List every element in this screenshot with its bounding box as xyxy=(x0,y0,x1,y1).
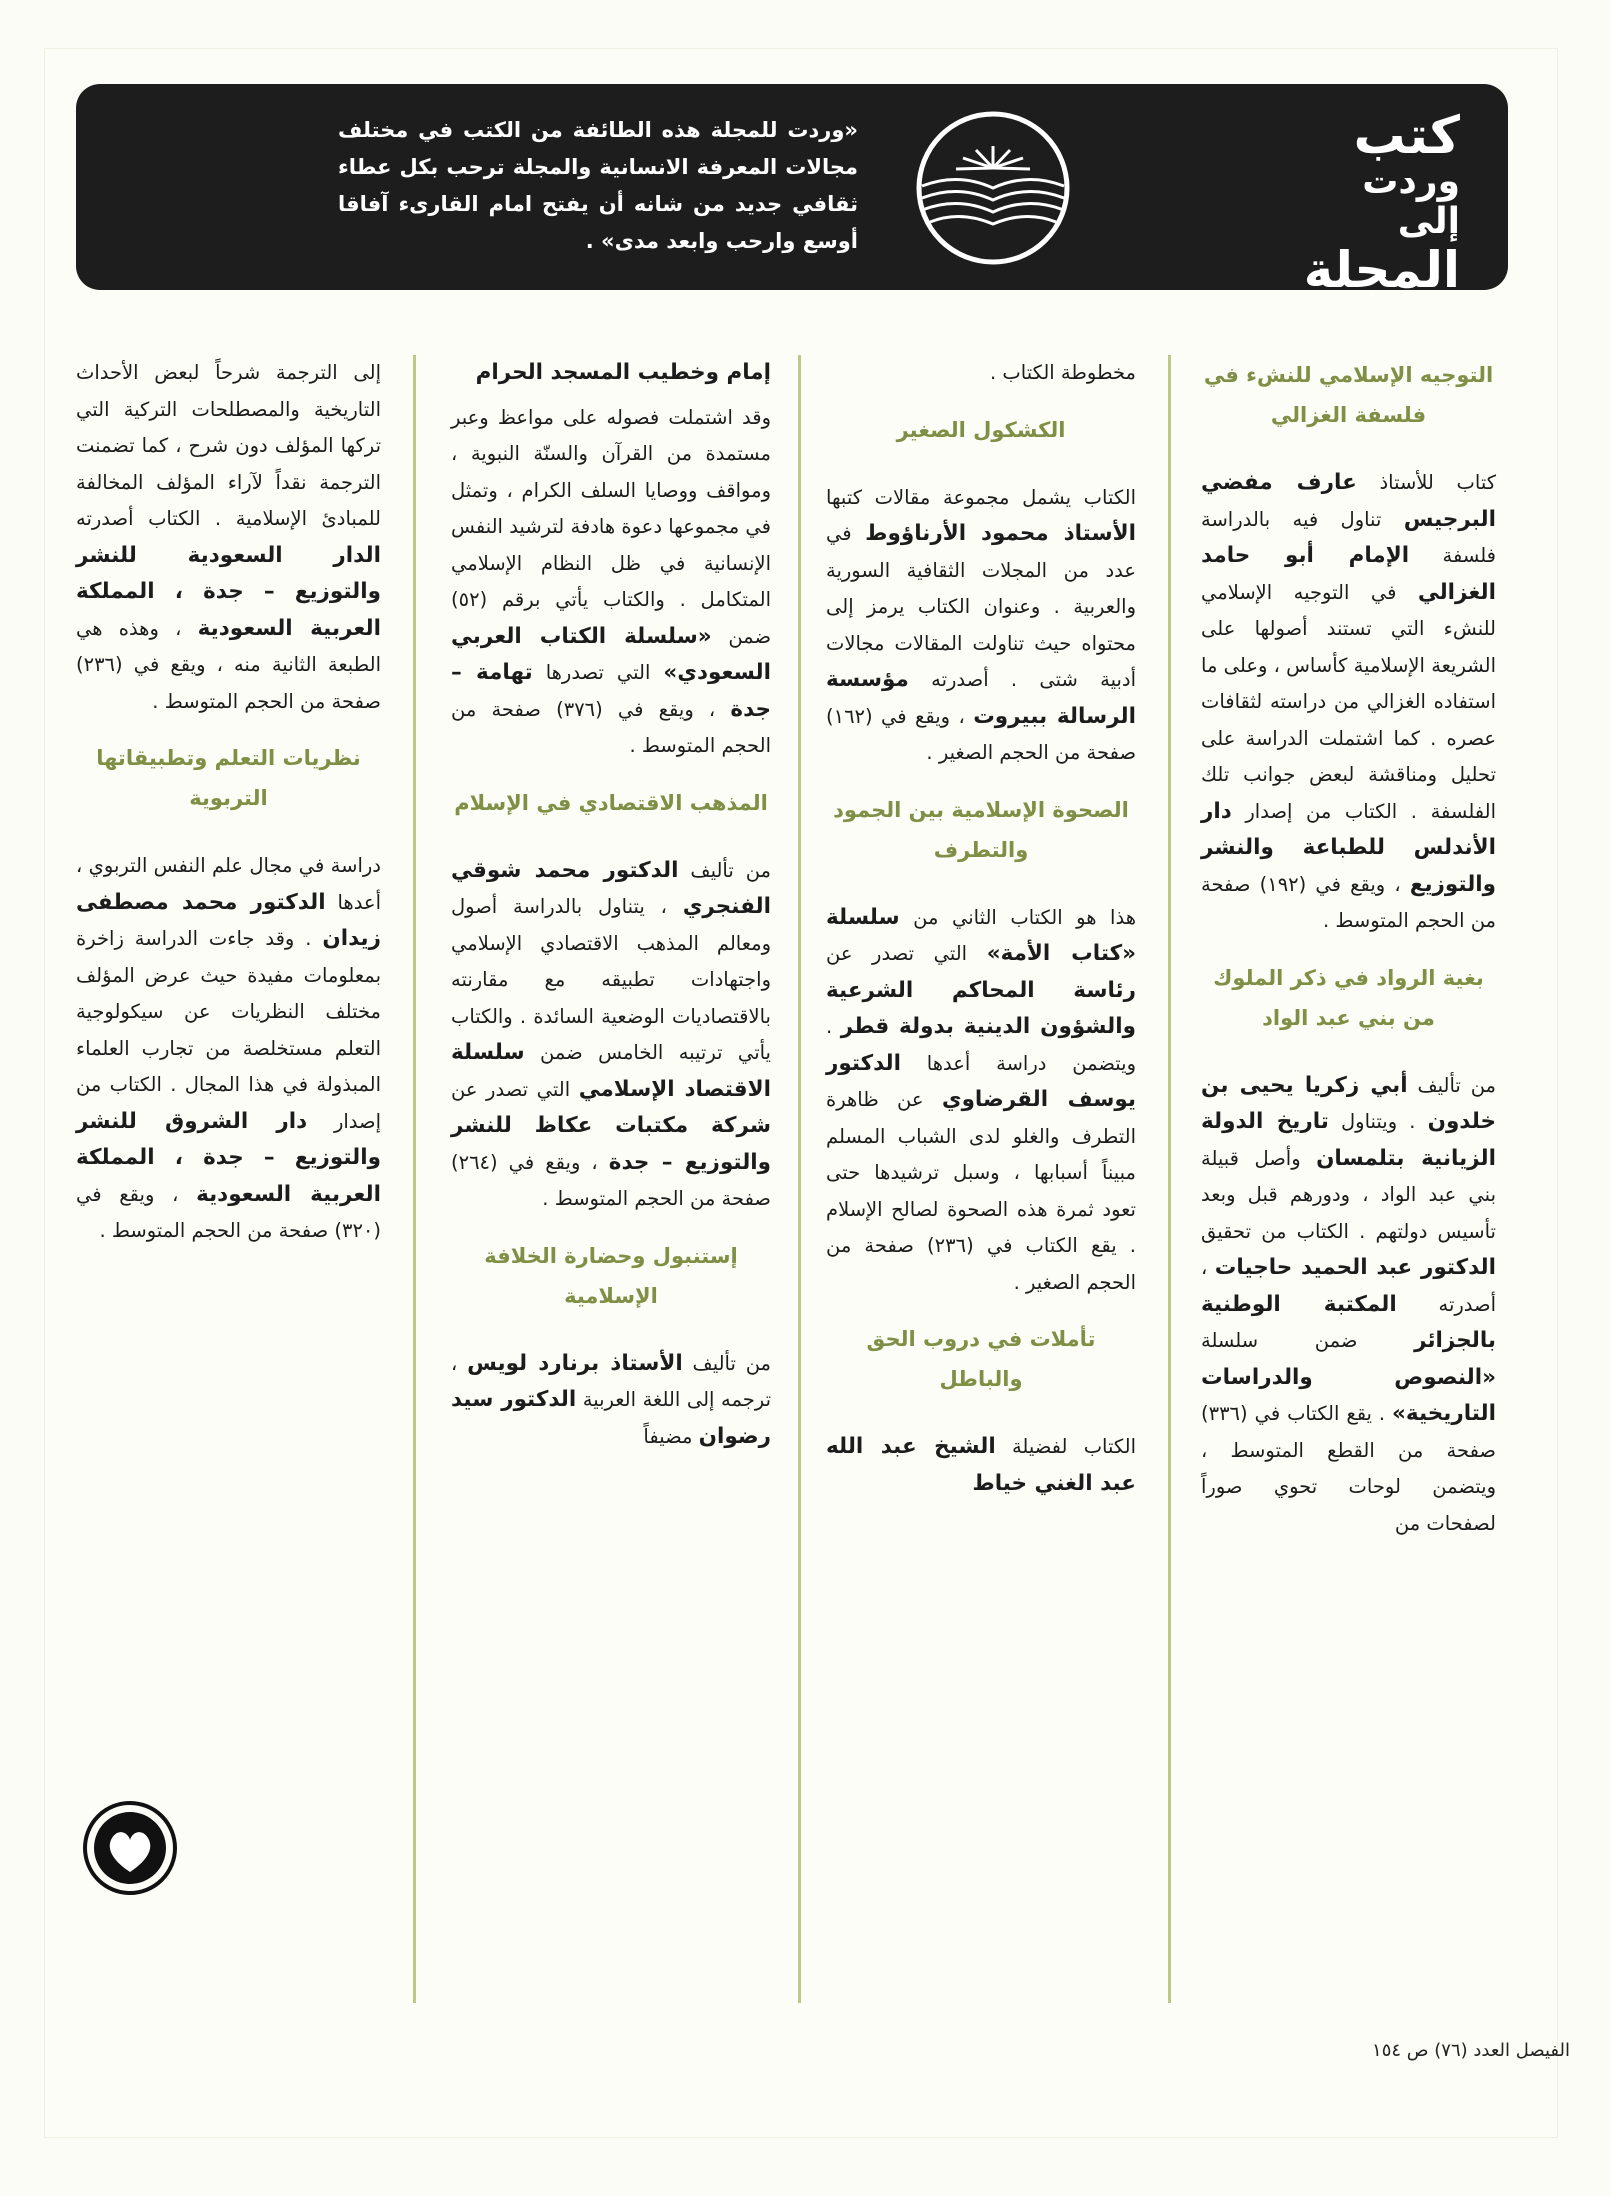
book-description: الكتاب لفضيلة الشيخ عبد الله عبد الغني خياط xyxy=(826,1434,1137,1496)
continued-text: إمام وخطيب المسجد الحرام xyxy=(475,360,771,385)
open-book-emblem-icon xyxy=(908,106,1078,271)
book-title: الصحوة الإسلامية بين الجمود والتطرف xyxy=(833,797,1129,862)
book-description: من تأليف الأستاذ برنارد لويس ، ترجمه إلى اللغة العربية الدكتور سيد رضوان مضيفاً xyxy=(451,1350,771,1449)
book-description: هذا هو الكتاب الثاني من سلسلة «كتاب الأمة» التي تصدر عن رئاسة المحاكم الشرعية والشؤون الدينية بدولة قطر . ويتضمن دراسة أعدها الدكتور يوسف القرضاوي عن ظاهرة التطرف والغلو لدى الشباب المسلم مبيناً أسبابها ، وسبل ترشيدها حتى تعود ثمرة هذه الصحوة لصالح الإسلام . يقع الكتاب في (٢٣٦) صفحة من الحجم الصغير . xyxy=(826,904,1137,1294)
intro-text: «وردت للمجلة هذه الطائفة من الكتب في مختلف مجالات المعرفة الانسانية والمجلة ترحب بكل عطاء ثقافي جديد من شانه أن يفتح امام القارىء آفاقا أوسع وارحب وابعد مدى» . xyxy=(338,118,858,253)
logo-line-2: وردت إلى xyxy=(1362,161,1460,242)
logo-line-1: كتب xyxy=(1353,106,1460,166)
column-1 xyxy=(1201,355,1496,2005)
column-2 xyxy=(826,355,1136,2005)
page-footer: الفيصل العدد (٧٦) ص ١٥٤ xyxy=(1372,2040,1570,2061)
book-description: دراسة في مجال علم النفس التربوي ، أعدها الدكتور محمد مصطفى زيدان . وقد جاءت الدراسة زاخرة بمعلومات مفيدة حيث عرض المؤلف مختلف النظريات عن سيكولوجية التعلم مستخلصة من تجارب العلماء المبذولة في هذا المجال . الكتاب من إصدار دار الشروق للنشر والتوزيع – جدة ، المملكة العربية السعودية ، ويقع في (٣٢٠) صفحة من الحجم المتوسط . xyxy=(76,854,381,1242)
book-title: نظريات التعلم وتطبيقاتها التربوية xyxy=(96,746,361,810)
book-description: كتاب للأستاذ عارف مفضي البرجيس تناول فيه بالدراسة فلسفة الإمام أبو حامد الغزالي في التوجيه الإسلامي للنشء التي تستند أصولها على الشريعة الإسلامية كأساس ، وعلى ما استفاده الغزالي من دراسته لثقافات عصره . كما اشتملت الدراسة على تحليل ومناقشة لبعض جوانب تلك الفلسفة . الكتاب من إصدار دار الأندلس للطباعة والنشر والتوزيع ، ويقع في (١٩٢) صفحة من الحجم المتوسط . xyxy=(1201,470,1496,932)
logo-line-3: المجلة xyxy=(1303,241,1460,299)
book-title: إستنبول وحضارة الخلافة الإسلامية xyxy=(484,1243,738,1308)
end-of-section-icon xyxy=(82,1800,178,1896)
header-banner xyxy=(76,84,1508,299)
book-description: من تأليف أبي زكريا يحيى بن خلدون . ويتناول تاريخ الدولة الزيانية بتلمسان وأصل قبيلة بني عبد الواد ، ودورهم قبل وبعد تأسيس دولتهم . الكتاب من تحقيق الدكتور عبد الحميد حاجيات ، أصدرته المكتبة الوطنية بالجزائر ضمن سلسلة «النصوص والدراسات التاريخية» . يقع الكتاب في (٣٣٦) صفحة من القطع المتوسط ، ويتضمن لوحات تحوي صوراً لصفحات من xyxy=(1201,1072,1496,1535)
column-divider xyxy=(413,355,416,2003)
column-4 xyxy=(76,355,381,2005)
book-title: المذهب الاقتصادي في الإسلام xyxy=(454,790,768,815)
column-3 xyxy=(451,355,771,2005)
book-description: من تأليف الدكتور محمد شوقي الفنجري ، يتناول بالدراسة أصول ومعالم المذهب الاقتصادي الإسلامي واجتهادات تطبيقه مع مقارنته بالاقتصاديات الوضعية السائدة . والكتاب يأتي ترتيبه الخامس ضمن سلسلة الاقتصاد الإسلامي التي تصدر عن شركة مكتبات عكاظ للنشر والتوزيع – جدة ، ويقع في (٢٦٤) صفحة من الحجم المتوسط . xyxy=(451,857,772,1210)
column-divider xyxy=(1168,355,1171,2003)
continued-text: مخطوطة الكتاب . xyxy=(990,361,1136,384)
book-title: الكشكول الصغير xyxy=(896,417,1066,442)
book-title: بغية الرواد في ذكر الملوك من بني عبد الواد xyxy=(1213,965,1484,1030)
continued-text: إلى الترجمة شرحاً لبعض الأحداث التاريخية والمصطلحات التركية التي تركها المؤلف دون شرح ، كما تضمنت الترجمة نقداً لآراء المؤلف المخالفة للمبادئ الإسلامية . الكتاب أصدرته الدار السعودية للنشر والتوزيع – جدة ، المملكة العربية السعودية ، وهذه هي الطبعة الثانية منه ، ويقع في (٢٣٦) صفحة من الحجم المتوسط . xyxy=(76,361,381,713)
book-description: وقد اشتملت فصوله على مواعظ وعبر مستمدة من القرآن والسنّة النبوية ، ومواقف ووصايا السلف الكرام ، وتمثل في مجموعها دعوة هادفة لترشيد النفس الإنسانية في ظل النظام الإسلامي المتكامل . والكتاب يأتي برقم (٥٢) ضمن «سلسلة الكتاب العربي السعودي» التي تصدرها تهامة – جدة ، ويقع في (٣٧٦) صفحة من الحجم المتوسط . xyxy=(451,405,772,757)
book-title: تأملات في دروب الحق والباطل xyxy=(866,1327,1096,1391)
column-divider xyxy=(798,355,801,2003)
book-title: التوجيه الإسلامي للنشء في فلسفة الغزالي xyxy=(1203,363,1494,427)
book-description: الكتاب يشمل مجموعة مقالات كتبها الأستاذ محمود الأرناؤوط في عدد من المجلات الثقافية السورية والعربية . وعنوان الكتاب يرمز إلى محتواه حيث تناولت المقالات مجالات أدبية شتى . أصدرته مؤسسة الرسالة ببيروت ، ويقع في (١٦٢) صفحة من الحجم الصغير . xyxy=(826,485,1137,764)
section-logo xyxy=(1290,106,1460,299)
